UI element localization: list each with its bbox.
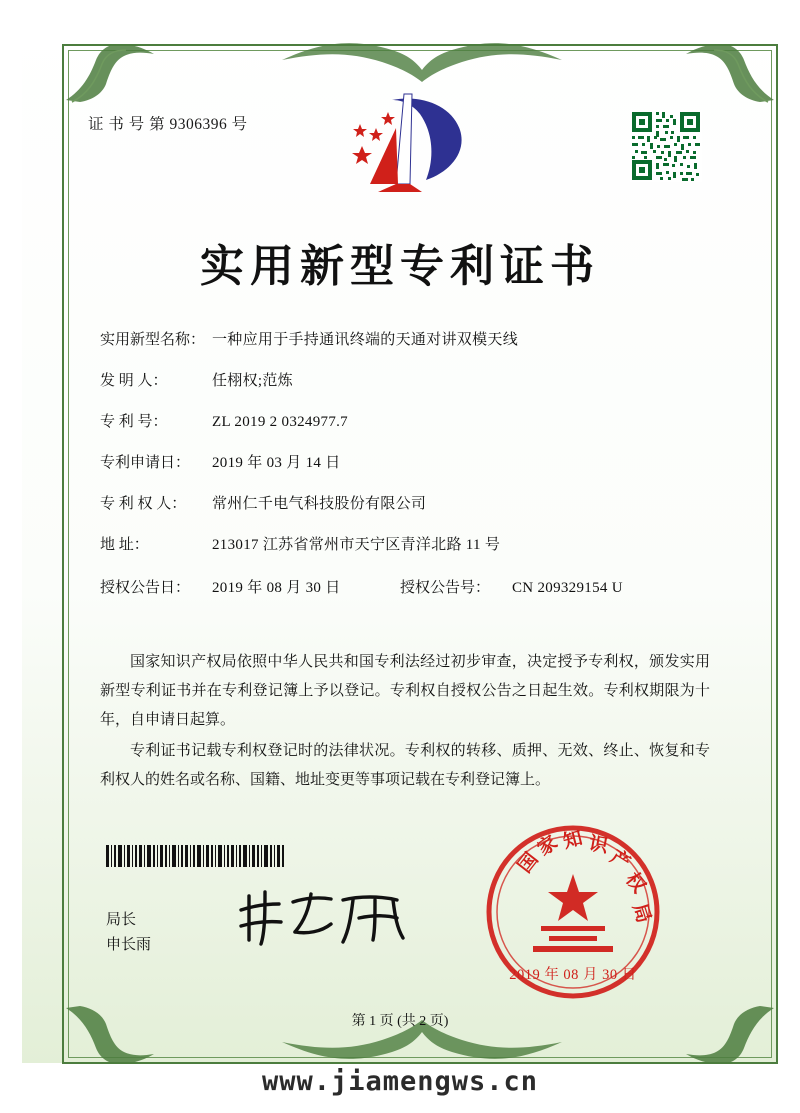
field-list xyxy=(100,330,720,617)
field-value: ZL 2019 2 0324977.7 xyxy=(212,414,348,430)
legal-text-block xyxy=(100,648,710,797)
field-row-patentee xyxy=(100,494,720,514)
svg-text:家: 家 xyxy=(533,831,562,861)
field-value: 2019 年 03 月 14 日 xyxy=(212,455,341,471)
field-label: 发 明 人： xyxy=(100,373,168,389)
seal-date: 2019 年 08 月 30 日 xyxy=(509,967,637,983)
field-label: 专 利 权 人： xyxy=(100,496,187,512)
svg-text:权: 权 xyxy=(621,868,651,898)
legal-paragraph-1: 国家知识产权局依照中华人民共和国专利法经过初步审查，决定授予专利权，颁发实用新型专利证书并在专利登记簿上予以登记。专利权自授权公告之日起生效。专利权期限为十年，自申请日起算。 xyxy=(100,654,710,728)
field-value: 常州仁千电气科技股份有限公司 xyxy=(212,496,427,512)
grant-number-group xyxy=(400,576,623,597)
field-row-patent-number xyxy=(100,412,720,432)
field-value: 2019 年 08 月 30 日 xyxy=(212,580,341,596)
svg-text:局: 局 xyxy=(628,900,656,926)
grant-date-group xyxy=(100,576,400,597)
field-label: 专利申请日： xyxy=(100,455,191,471)
field-label: 实用新型名称： xyxy=(100,332,206,348)
top-center-ornament-icon xyxy=(282,36,562,86)
barcode-icon xyxy=(106,845,284,867)
field-value: CN 209329154 U xyxy=(512,580,623,596)
watermark-url: www.jiamengws.cn xyxy=(261,1066,539,1097)
cnipa-emblem-icon xyxy=(330,88,470,198)
director-name-label: 申长雨 xyxy=(106,937,152,953)
svg-text:产: 产 xyxy=(606,845,635,875)
field-row-inventor xyxy=(100,371,720,391)
field-value: 任栩权;范炼 xyxy=(212,373,293,389)
field-row-grant-announcement xyxy=(100,576,720,597)
qr-code-icon xyxy=(630,110,702,182)
field-label: 专 利 号： xyxy=(100,414,168,430)
field-value: 一种应用于手持通讯终端的天通对讲双模天线 xyxy=(212,332,519,348)
field-label: 授权公告号： xyxy=(400,580,491,596)
legal-paragraph-2: 专利证书记载专利权登记时的法律状况。专利权的转移、质押、无效、终止、恢复和专利权人的姓名或名称、国籍、地址变更等事项记载在专利登记簿上。 xyxy=(100,743,710,788)
page-number: 第 1 页 (共 2 页) xyxy=(351,1014,449,1029)
field-row-utility-model-name xyxy=(100,330,720,350)
field-row-address xyxy=(100,535,720,555)
field-row-application-date xyxy=(100,453,720,473)
director-title-label: 局长 xyxy=(106,912,137,928)
field-label: 地 址： xyxy=(100,537,149,553)
field-value: 213017 江苏省常州市天宁区青洋北路 11 号 xyxy=(212,537,501,553)
svg-text:识: 识 xyxy=(587,832,610,858)
certificate-number: 证 书 号 第 9306396 号 xyxy=(88,116,248,133)
svg-text:国: 国 xyxy=(513,848,543,878)
handwritten-signature-icon xyxy=(235,888,425,950)
svg-text:知: 知 xyxy=(560,826,585,853)
page-title: 实用新型专利证书 xyxy=(200,241,600,292)
field-label: 授权公告日： xyxy=(100,580,191,596)
signature-labels xyxy=(106,908,151,958)
